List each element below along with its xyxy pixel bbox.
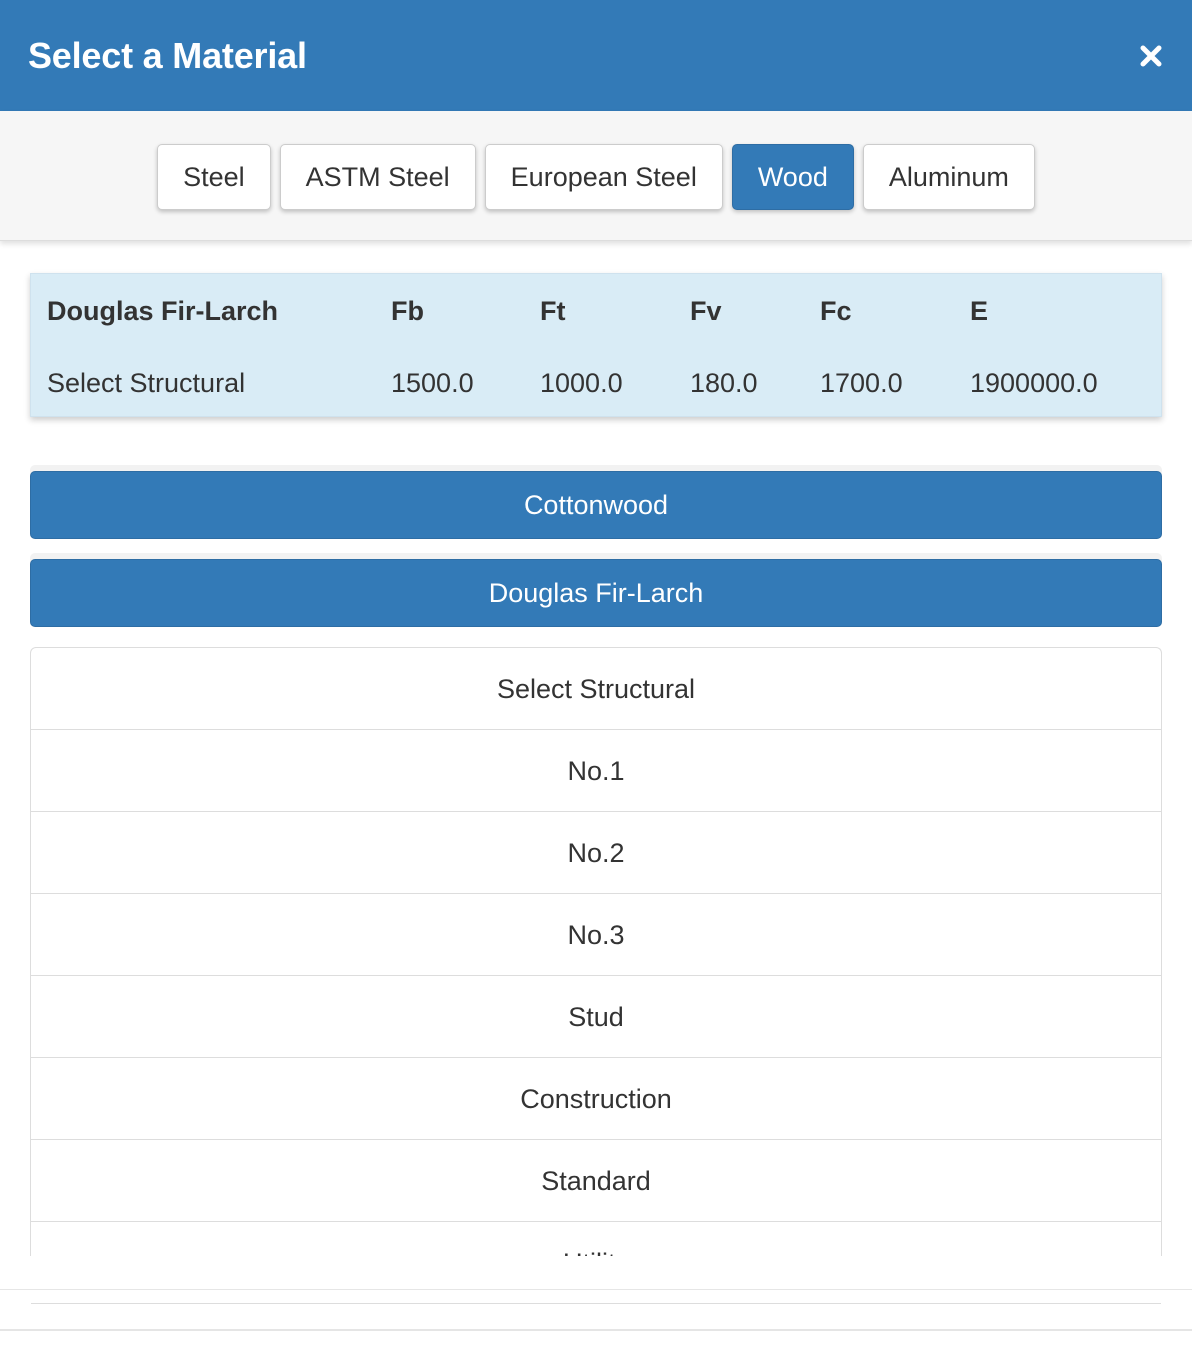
fv-header: Fv: [690, 296, 722, 326]
modal-title: Select a Material: [28, 35, 307, 76]
ft-value: 1000.0: [540, 368, 623, 398]
list-item[interactable]: No.2: [31, 812, 1161, 894]
tab-aluminum[interactable]: Aluminum: [863, 144, 1035, 210]
e-header: E: [970, 296, 989, 326]
fv-value: 180.0: [690, 368, 758, 398]
close-button[interactable]: [1131, 36, 1171, 76]
close-icon: [1139, 44, 1163, 68]
list-item[interactable]: Select Structural: [31, 648, 1161, 730]
species-header: Douglas Fir-Larch: [47, 296, 279, 326]
modal-footer-divider: [0, 1329, 1192, 1331]
material-tabs-bar: [0, 111, 1192, 241]
tab-astm-steel[interactable]: ASTM Steel: [280, 144, 476, 210]
tab-steel[interactable]: Steel: [157, 144, 271, 210]
fb-header: Fb: [391, 296, 424, 326]
properties-header-row: [31, 291, 1161, 331]
grade-value: Select Structural: [47, 368, 246, 398]
grade-list: [30, 647, 1162, 1257]
species-group-cottonwood[interactable]: Cottonwood: [30, 471, 1162, 539]
list-item[interactable]: No.1: [31, 730, 1161, 812]
properties-value-row: [31, 363, 1161, 403]
tab-wood[interactable]: Wood: [732, 144, 854, 210]
selected-material-properties: [30, 273, 1162, 417]
tab-european-steel[interactable]: European Steel: [485, 144, 723, 210]
species-group-douglas-fir-larch[interactable]: Douglas Fir-Larch: [30, 559, 1162, 627]
fc-value: 1700.0: [820, 368, 903, 398]
e-value: 1900000.0: [970, 368, 1098, 398]
modal-header: [0, 0, 1192, 111]
list-item[interactable]: Stud: [31, 976, 1161, 1058]
modal-body-bottom: [0, 1256, 1192, 1290]
list-item[interactable]: No.3: [31, 894, 1161, 976]
material-tabs: [0, 144, 1192, 210]
list-item[interactable]: Standard: [31, 1140, 1161, 1222]
fb-value: 1500.0: [391, 368, 474, 398]
ft-header: Ft: [540, 296, 566, 326]
list-item[interactable]: Construction: [31, 1058, 1161, 1140]
fc-header: Fc: [820, 296, 852, 326]
